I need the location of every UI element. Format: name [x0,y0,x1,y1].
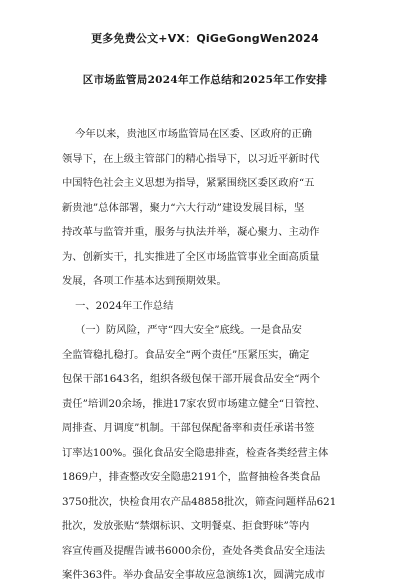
document-title: 区市场监管局2024年工作总结和2025年工作安排 [82,74,328,86]
body-line: 责任”培训20余场，推进17家农贸市场建立健全“日管控、 [62,397,326,410]
body-line: 为、创新实干，扎实推进了全区市场监管事业全面高质量 [62,250,320,263]
body-line: 3750批次，快检食用农产品48858批次，筛查问题样品621 [62,495,337,508]
body-line: 案件363件。举办食品安全事故应急演练1次，圆满完成市 [62,569,326,581]
body-line: 新贵池”总体部署，聚力“六大行动”建设发展目标，坚 [62,201,305,214]
body-line: （一）防风险，严守“四大安全”底线。一是食品安 [62,324,302,336]
body-line: 批次，发放张贴“禁烟标识、文明餐桌、拒食野味”等内 [62,520,310,532]
body-line: 领导下，在上级主管部门的精心指导下，以习近平新时代 [62,152,320,165]
body-line: 1869户，排查整改安全隐患2191个，监督抽检各类食品 [62,471,321,483]
body-line: 订率达100%。强化食品安全隐患排查，检查各类经营主体 [62,446,329,459]
body-line: 今年以来，贵池区市场监管局在区委、区政府的正确 [62,128,312,140]
body-line: 发展，各项工作基本达到预期效果。 [62,275,227,287]
body-line: 容宣传画及提醒告诫书6000余份，查处各类食品安全违法 [62,544,326,557]
body-line: 中国特色社会主义思想为指导，紧紧围绕区委区政府“五 [62,177,315,189]
body-line: 包保干部1643名，组织各级包保干部开展食品安全“两个 [62,373,320,385]
document-body [62,122,352,588]
body-line: 持改革与监管并重，服务与执法并举，凝心聚力、主动作 [62,226,320,238]
body-line: 全监管稳扎稳打。食品安全“两个责任”压紧压实，确定 [62,348,310,361]
section-heading: 一、2024年工作总结 [62,299,174,312]
body-line: 周排查、月调度”机制。干部包保配备率和责任承诺书签 [62,422,315,434]
page-header-note: 更多免费公文+VX：QiGeGongWen2024 [91,32,319,45]
